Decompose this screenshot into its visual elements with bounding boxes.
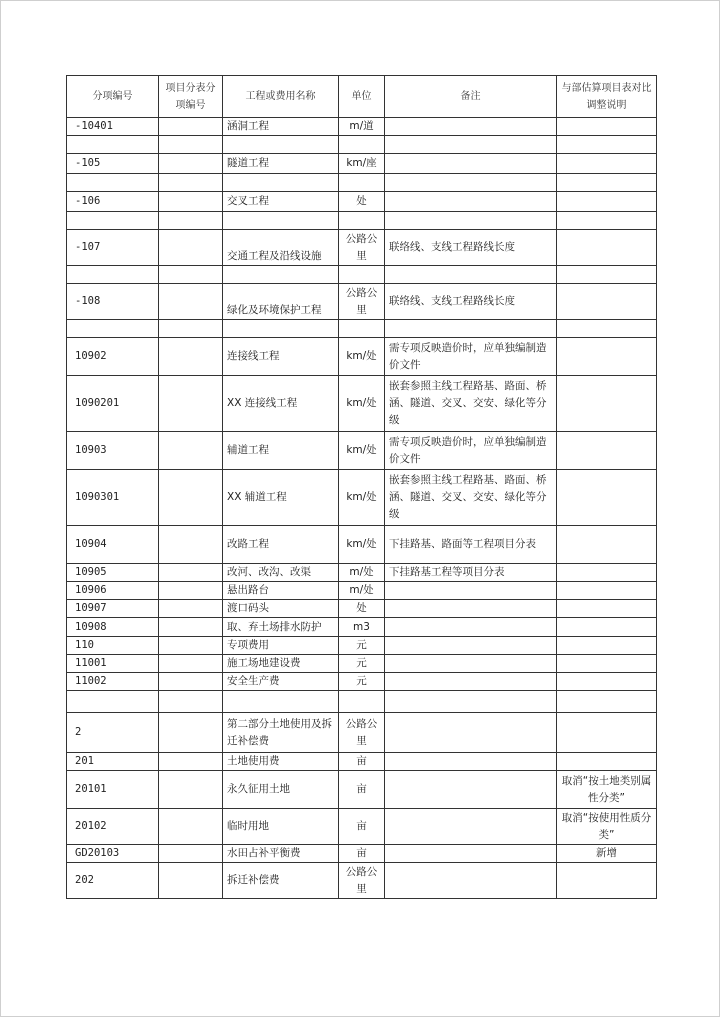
cell-code — [67, 174, 159, 192]
cell-unit: 元 — [339, 637, 385, 655]
cell-subcode — [159, 753, 223, 771]
cell-code: -10401 — [67, 118, 159, 136]
table-row — [67, 284, 657, 320]
cell-subcode — [159, 526, 223, 564]
cell-compare — [557, 320, 657, 338]
cell-name: XX 连接线工程 — [223, 376, 339, 432]
table-row — [67, 753, 657, 771]
cell-name: 临时用地 — [223, 809, 339, 845]
table-row — [67, 136, 657, 154]
table-row — [67, 673, 657, 691]
cell-unit — [339, 320, 385, 338]
table-row — [67, 526, 657, 564]
cell-compare: 取消“按土地类别属性分类” — [557, 771, 657, 809]
cell-unit: m/处 — [339, 564, 385, 582]
table-row — [67, 320, 657, 338]
cell-subcode — [159, 338, 223, 376]
table-header-row — [67, 76, 657, 118]
cell-subcode — [159, 637, 223, 655]
cell-name — [223, 212, 339, 230]
cell-subcode — [159, 470, 223, 526]
cell-subcode — [159, 376, 223, 432]
cell-note: 联络线、支线工程路线长度 — [385, 284, 557, 320]
cell-compare — [557, 753, 657, 771]
cell-unit: 亩 — [339, 809, 385, 845]
cell-compare — [557, 338, 657, 376]
cell-code: 2 — [67, 713, 159, 753]
cell-name: 交通工程及沿线设施 — [223, 230, 339, 266]
cell-code: 201 — [67, 753, 159, 771]
cell-subcode — [159, 118, 223, 136]
cell-code: -106 — [67, 192, 159, 212]
cell-compare — [557, 174, 657, 192]
cell-code: 10908 — [67, 618, 159, 637]
cell-note: 需专项反映造价时，应单独编制造价文件 — [385, 432, 557, 470]
cell-name: 改河、改沟、改渠 — [223, 564, 339, 582]
cell-code: 110 — [67, 637, 159, 655]
header-code: 分项编号 — [67, 76, 159, 118]
cell-compare — [557, 863, 657, 899]
cell-unit: 元 — [339, 673, 385, 691]
cell-unit: 公路公里 — [339, 230, 385, 266]
cell-subcode — [159, 582, 223, 600]
cell-unit: km/座 — [339, 154, 385, 174]
cell-unit — [339, 266, 385, 284]
table-row — [67, 655, 657, 673]
cost-item-table — [66, 75, 657, 899]
cell-unit: km/处 — [339, 338, 385, 376]
cell-name: 拆迁补偿费 — [223, 863, 339, 899]
cell-subcode — [159, 266, 223, 284]
cell-code: -107 — [67, 230, 159, 266]
cell-compare — [557, 284, 657, 320]
cell-note — [385, 845, 557, 863]
cell-code: 11002 — [67, 673, 159, 691]
cell-code: 11001 — [67, 655, 159, 673]
table-row — [67, 809, 657, 845]
cell-subcode — [159, 564, 223, 582]
cell-compare — [557, 136, 657, 154]
cell-subcode — [159, 713, 223, 753]
cell-subcode — [159, 845, 223, 863]
header-compare: 与部估算项目表对比调整说明 — [557, 76, 657, 118]
cell-code: GD20103 — [67, 845, 159, 863]
cell-note: 嵌套参照主线工程路基、路面、桥涵、隧道、交叉、交安、绿化等分级 — [385, 376, 557, 432]
cell-note — [385, 863, 557, 899]
cell-name: 辅道工程 — [223, 432, 339, 470]
cell-note — [385, 673, 557, 691]
cell-name: 土地使用费 — [223, 753, 339, 771]
cell-note — [385, 212, 557, 230]
cell-unit: 处 — [339, 600, 385, 618]
cell-unit: 元 — [339, 655, 385, 673]
cell-compare — [557, 118, 657, 136]
cell-subcode — [159, 284, 223, 320]
cell-note — [385, 266, 557, 284]
cell-name — [223, 136, 339, 154]
cell-compare — [557, 673, 657, 691]
cell-note — [385, 118, 557, 136]
cell-compare — [557, 600, 657, 618]
cell-compare — [557, 212, 657, 230]
cell-name: 悬出路台 — [223, 582, 339, 600]
table-row — [67, 845, 657, 863]
cell-name: 永久征用土地 — [223, 771, 339, 809]
cell-unit: m/处 — [339, 582, 385, 600]
cell-note — [385, 771, 557, 809]
cell-code: 10907 — [67, 600, 159, 618]
cell-subcode — [159, 655, 223, 673]
cell-subcode — [159, 212, 223, 230]
cell-name: 改路工程 — [223, 526, 339, 564]
cell-compare — [557, 713, 657, 753]
table-row — [67, 564, 657, 582]
cell-unit: 亩 — [339, 753, 385, 771]
cell-subcode — [159, 230, 223, 266]
table-row — [67, 266, 657, 284]
header-unit: 单位 — [339, 76, 385, 118]
cell-note — [385, 320, 557, 338]
table-row — [67, 713, 657, 753]
header-note: 备注 — [385, 76, 557, 118]
cell-note — [385, 192, 557, 212]
table-row — [67, 863, 657, 899]
cell-code — [67, 212, 159, 230]
cell-code — [67, 266, 159, 284]
cell-note — [385, 136, 557, 154]
cell-note — [385, 618, 557, 637]
cell-note — [385, 655, 557, 673]
cell-compare — [557, 691, 657, 713]
cell-compare: 取消“按使用性质分类” — [557, 809, 657, 845]
table-row — [67, 192, 657, 212]
cell-code: -105 — [67, 154, 159, 174]
cell-note — [385, 691, 557, 713]
cell-unit: km/处 — [339, 470, 385, 526]
cell-subcode — [159, 154, 223, 174]
cell-unit: 公路公里 — [339, 713, 385, 753]
cell-subcode — [159, 192, 223, 212]
cell-unit: km/处 — [339, 432, 385, 470]
table-row — [67, 470, 657, 526]
cell-code: 10902 — [67, 338, 159, 376]
cell-name — [223, 266, 339, 284]
cell-name: XX 辅道工程 — [223, 470, 339, 526]
table-row — [67, 174, 657, 192]
cell-name: 连接线工程 — [223, 338, 339, 376]
cell-code — [67, 320, 159, 338]
cell-code: 202 — [67, 863, 159, 899]
cell-name — [223, 691, 339, 713]
cell-name: 隧道工程 — [223, 154, 339, 174]
cell-code: 20102 — [67, 809, 159, 845]
cell-unit: 公路公里 — [339, 863, 385, 899]
table-row — [67, 771, 657, 809]
cell-name: 施工场地建设费 — [223, 655, 339, 673]
cell-code: -108 — [67, 284, 159, 320]
cell-unit: km/处 — [339, 526, 385, 564]
cell-name: 取、弃土场排水防护 — [223, 618, 339, 637]
cell-compare — [557, 266, 657, 284]
cell-note: 嵌套参照主线工程路基、路面、桥涵、隧道、交叉、交安、绿化等分级 — [385, 470, 557, 526]
cell-unit — [339, 174, 385, 192]
cell-name: 专项费用 — [223, 637, 339, 655]
cell-unit — [339, 212, 385, 230]
cell-code: 20101 — [67, 771, 159, 809]
cell-subcode — [159, 673, 223, 691]
cell-name: 涵洞工程 — [223, 118, 339, 136]
cell-compare — [557, 618, 657, 637]
cell-compare — [557, 432, 657, 470]
cell-compare — [557, 376, 657, 432]
cell-note — [385, 637, 557, 655]
table-row — [67, 600, 657, 618]
cell-name: 绿化及环境保护工程 — [223, 284, 339, 320]
cell-compare — [557, 526, 657, 564]
cell-unit: 亩 — [339, 845, 385, 863]
cell-name: 安全生产费 — [223, 673, 339, 691]
cell-compare — [557, 637, 657, 655]
cell-subcode — [159, 863, 223, 899]
table-row — [67, 582, 657, 600]
table-row — [67, 118, 657, 136]
cell-note: 下挂路基工程等项目分表 — [385, 564, 557, 582]
cell-subcode — [159, 320, 223, 338]
cell-note — [385, 154, 557, 174]
header-subcode: 项目分表分项编号 — [159, 76, 223, 118]
cell-name — [223, 320, 339, 338]
cell-compare — [557, 470, 657, 526]
cell-note — [385, 174, 557, 192]
cell-name — [223, 174, 339, 192]
table-row — [67, 432, 657, 470]
cell-compare: 新增 — [557, 845, 657, 863]
cell-compare — [557, 564, 657, 582]
cell-name: 渡口码头 — [223, 600, 339, 618]
cell-unit: m/道 — [339, 118, 385, 136]
cell-code: 1090301 — [67, 470, 159, 526]
cell-subcode — [159, 136, 223, 154]
cell-subcode — [159, 618, 223, 637]
table-row — [67, 338, 657, 376]
cell-subcode — [159, 809, 223, 845]
cell-code: 1090201 — [67, 376, 159, 432]
cell-code: 10904 — [67, 526, 159, 564]
cell-code — [67, 136, 159, 154]
cell-name: 交叉工程 — [223, 192, 339, 212]
cell-subcode — [159, 432, 223, 470]
cell-compare — [557, 582, 657, 600]
cell-compare — [557, 154, 657, 174]
cell-note — [385, 753, 557, 771]
cell-subcode — [159, 174, 223, 192]
table-row — [67, 376, 657, 432]
cell-unit: 亩 — [339, 771, 385, 809]
cell-note: 联络线、支线工程路线长度 — [385, 230, 557, 266]
table-row — [67, 691, 657, 713]
table-row — [67, 637, 657, 655]
table-row — [67, 618, 657, 637]
cell-code: 10906 — [67, 582, 159, 600]
cell-compare — [557, 230, 657, 266]
cell-unit: km/处 — [339, 376, 385, 432]
cell-unit: 处 — [339, 192, 385, 212]
cell-code: 10903 — [67, 432, 159, 470]
cell-code — [67, 691, 159, 713]
table-row — [67, 230, 657, 266]
cell-note — [385, 809, 557, 845]
cell-compare — [557, 655, 657, 673]
cell-unit — [339, 136, 385, 154]
cell-unit: 公路公里 — [339, 284, 385, 320]
table-row — [67, 212, 657, 230]
cell-subcode — [159, 691, 223, 713]
cell-subcode — [159, 600, 223, 618]
header-name: 工程或费用名称 — [223, 76, 339, 118]
cell-note — [385, 582, 557, 600]
cell-note: 下挂路基、路面等工程项目分表 — [385, 526, 557, 564]
cell-unit — [339, 691, 385, 713]
cell-note — [385, 713, 557, 753]
table-row — [67, 154, 657, 174]
cell-compare — [557, 192, 657, 212]
cell-subcode — [159, 771, 223, 809]
cell-unit: m3 — [339, 618, 385, 637]
table-body — [67, 118, 657, 899]
cell-name: 水田占补平衡费 — [223, 845, 339, 863]
cell-code: 10905 — [67, 564, 159, 582]
cell-name: 第二部分土地使用及拆迁补偿费 — [223, 713, 339, 753]
cell-note — [385, 600, 557, 618]
cell-note: 需专项反映造价时，应单独编制造价文件 — [385, 338, 557, 376]
